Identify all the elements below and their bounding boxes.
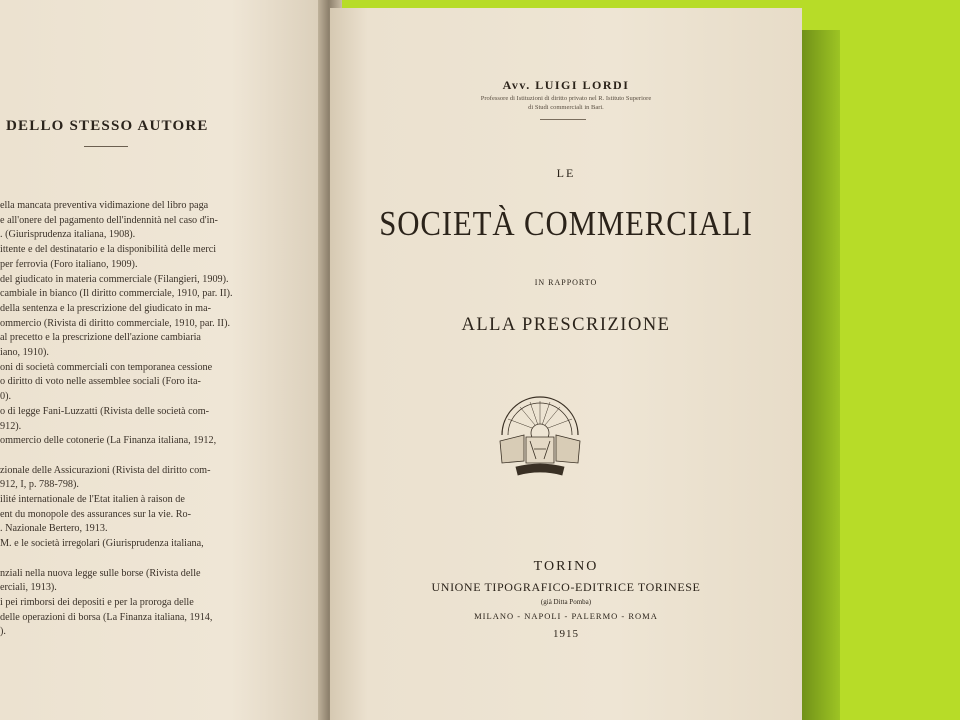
left-heading: DELLO STESSO AUTORE xyxy=(6,118,209,134)
author-affiliation-2: di Studi commerciali in Bari. xyxy=(528,104,604,111)
bibliography-line: 912, I, p. 788-798). xyxy=(0,479,79,491)
author-affiliation: Professore di Istituzioni di diritto privato nel R. Istituto Superiore xyxy=(480,95,652,102)
left-page xyxy=(0,0,330,720)
bibliography-line: ommercio (Rivista di diritto commerciale, 1910, par. II). xyxy=(0,317,231,329)
bibliography-line: . Nazionale Bertero, 1913. xyxy=(0,523,108,535)
bibliography-line: ent du monopole des assurances sur la vie. Ro- xyxy=(0,508,191,520)
title-page xyxy=(330,8,802,720)
bibliography-line: nziali nella nuova legge sulle borse (Rivista delle xyxy=(0,567,201,579)
bibliography-line: ittente e del destinatario e la disponibilità delle merci xyxy=(0,244,217,256)
bibliography-line: della sentenza e la prescrizione del giudicato in ma- xyxy=(0,302,212,314)
bibliography-line: 0). xyxy=(0,391,12,403)
bibliography-line: al precetto e la prescrizione dell'azione cambiaria xyxy=(0,332,201,344)
title-connector: IN RAPPORTO xyxy=(534,278,598,287)
bibliography-line: . (Giurisprudenza italiana, 1908). xyxy=(0,229,136,241)
bibliography-line: ilité internationale de l'Etat italien à raison de xyxy=(0,494,185,505)
bibliography-line: 912). xyxy=(0,420,22,432)
bibliography-line: i pei rimborsi dei depositi e per la proroga delle xyxy=(0,596,194,608)
bibliography-line: per ferrovia (Foro italiano, 1909). xyxy=(0,258,138,270)
publisher-emblem-icon xyxy=(496,391,584,481)
bibliography-line: M. e le società irregolari (Giurisprudenza italiana, xyxy=(0,538,204,550)
imprint-city: TORINO xyxy=(533,559,599,574)
bibliography-line: del giudicato in materia commerciale (Filangieri, 1909). xyxy=(0,273,229,285)
bibliography-line: erciali, 1913). xyxy=(0,582,57,594)
background-shadow xyxy=(800,30,840,720)
publisher-cities: MILANO - NAPOLI - PALERMO - ROMA xyxy=(474,611,658,621)
bibliography-line: ella mancata preventiva vidimazione del libro paga xyxy=(0,200,209,211)
bibliography-line: cambiale in bianco (Il diritto commerciale, 1910, par. II). xyxy=(0,288,233,300)
heading-rule xyxy=(84,146,128,147)
publication-year: 1915 xyxy=(553,628,579,640)
book-title: SOCIETÀ COMMERCIALI xyxy=(379,204,753,243)
title-rule xyxy=(540,119,586,120)
publisher-name: UNIONE TIPOGRAFICO-EDITRICE TORINESE xyxy=(431,580,701,594)
publisher-former-name: (già Ditta Pomba) xyxy=(540,598,592,606)
bibliography-line: ). xyxy=(0,626,6,638)
author-name: Avv. LUIGI LORDI xyxy=(502,78,630,92)
bibliography-line: o di legge Fani-Luzzatti (Rivista delle società com- xyxy=(0,405,210,417)
bibliography-line: delle operazioni di borsa (La Finanza italiana, 1914, xyxy=(0,611,213,623)
bibliography-line: iano, 1910). xyxy=(0,347,49,358)
bibliography-line: e all'onere del pagamento dell'indennità nel caso d'in- xyxy=(0,214,218,226)
bibliography-line: oni di società commerciali con temporanea cessione xyxy=(0,361,213,373)
bibliography-line: o diritto di voto nelle assemblee sociali (Foro ita- xyxy=(0,376,201,388)
book-subtitle: ALLA PRESCRIZIONE xyxy=(461,315,671,335)
pre-title: LE xyxy=(556,166,576,180)
bibliography-line: zionale delle Assicurazioni (Rivista del diritto com- xyxy=(0,464,211,476)
bibliography-line: ommercio delle cotonerie (La Finanza italiana, 1912, xyxy=(0,435,217,447)
